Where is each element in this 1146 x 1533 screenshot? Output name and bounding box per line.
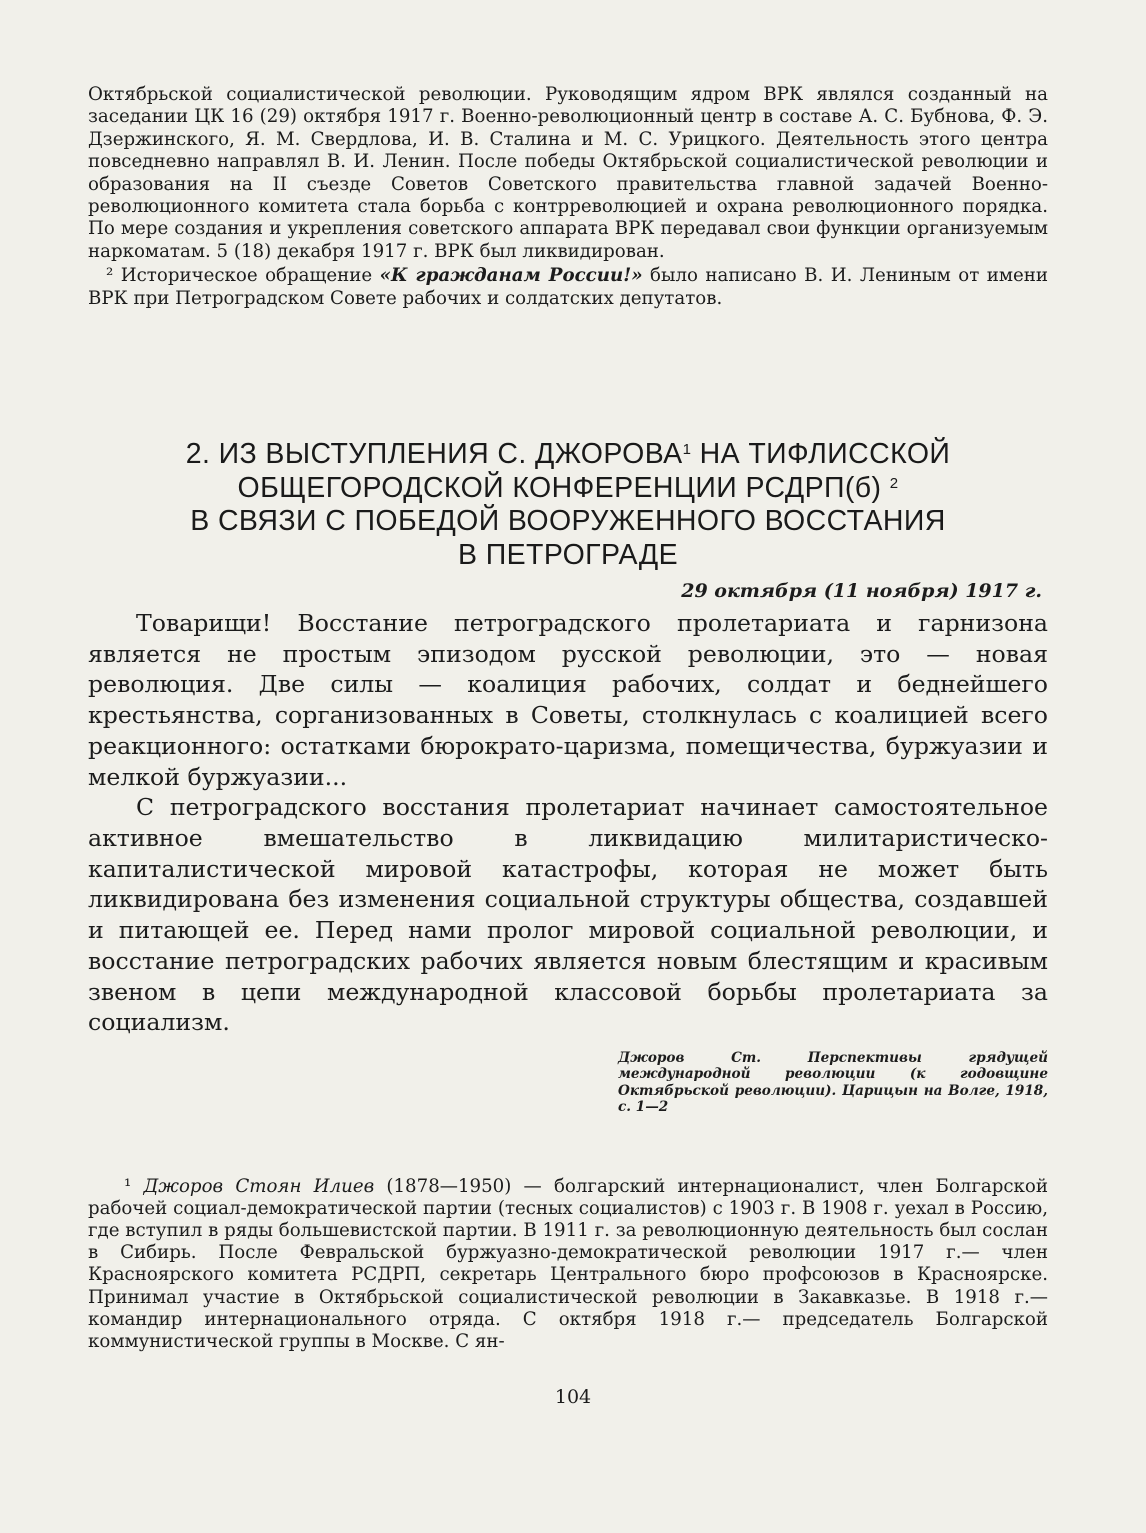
speech-paragraph-1: Товарищи! Восстание петроградского пролетариата и гарнизона является не простым эпизодом русской революции, это — новая революция. Две силы — коалиция рабочих, солдат и беднейшего крестьянства, сорганизованных в Советы, столкнулась с коалицией всего реакционного: остатками бюрократо-царизма, помещичества, буржуазии и мелкой буржуазии...: [88, 609, 1048, 791]
top-footnotes: [88, 84, 1048, 310]
section-heading: [88, 438, 1048, 572]
heading-line-4: В ПЕТРОГРАДЕ: [458, 538, 678, 571]
footnote-2-after: было написано В. И. Лениным от имени ВРК при Петроградском Совете рабочих и солдатских депутатов.: [88, 265, 1048, 309]
bottom-footnote: [88, 1176, 1048, 1354]
footnote-2: [88, 265, 1048, 310]
heading-line-1: [88, 438, 1048, 472]
speech-date: 29 октября (11 ноября) 1917 г.: [681, 580, 1042, 603]
footnote-2-before: Историческое обращение: [120, 265, 373, 287]
source-citation: Джоров Ст. Перспективы грядущей международной революции (к годовщине Октябрьской революции). Царицын на Волге, 1918, с. 1—2: [618, 1049, 1048, 1116]
heading-line-3: В СВЯЗИ С ПОБЕДОЙ ВООРУЖЕННОГО ВОССТАНИЯ: [190, 505, 946, 538]
heading-line-2: [88, 472, 1048, 506]
footnote-vrk-continuation: Октябрьской социалистической революции. Руководящим ядром ВРК являлся созданный на заседании ЦК 16 (29) октября 1917 г. Военно-революционный центр в составе А. С. Бубнова, Ф. Э. Дзержинского, Я. М. Свердлова, И. В. Сталина и М. С. Урицкого. Деятельность этого центра повседневно направлял В. И. Ленин. После победы Октябрьской социалистической революции и образования на II съезде Советов Советского правительства главной задачей Военно-революционного комитета стала борьба с контрреволюцией и охрана революционного порядка. По мере создания и укрепления советского аппарата ВРК передавал свои функции организуемым наркоматам. 5 (18) декабря 1917 г. ВРК был ликвидирован.: [88, 84, 1048, 262]
footnote-1-mark: ¹: [124, 1175, 132, 1197]
speech-body: [88, 608, 1048, 1038]
heading-line-1-b: НА ТИФЛИССКОЙ: [699, 438, 951, 471]
footnote-2-title: «К гражданам России!»: [379, 265, 643, 287]
footnote-1: [88, 1176, 1048, 1354]
heading-line-1-a: 2. ИЗ ВЫСТУПЛЕНИЯ С. ДЖОРОВА: [185, 438, 683, 471]
footnote-2-mark: ²: [106, 265, 114, 287]
page-number: 104: [554, 1386, 592, 1408]
heading-line-2-a: ОБЩЕГОРОДСКОЙ КОНФЕРЕНЦИИ РСДРП(б): [237, 471, 882, 504]
footnote-1-text: (1878—1950) — болгарский интернационалист, член Болгарской рабочей социал-демократической партии (тесных социалистов) с 1903 г. В 1908 г. уехал в Россию, где вступил в ряды большевистской партии. В 1911 г. за революционную деятельность был сослан в Сибирь. После Февральской буржуазно-демократической революции 1917 г.— член Красноярского комитета РСДРП, секретарь Центрального бюро профсоюзов в Красноярске. Принимал участие в Октябрьской социалистической революции в Закавказье. В 1918 г.— командир интернационального отряда. С октября 1918 г.— председатель Болгарской коммунистической группы в Москве. С ян-: [88, 1175, 1048, 1352]
page: [88, 84, 1048, 1353]
heading-footnote-ref-2: 2: [889, 474, 899, 492]
heading-footnote-ref-1: 1: [682, 441, 692, 459]
footnote-1-name: Джоров Стоян Илиев: [143, 1175, 375, 1197]
speech-paragraph-2: С петроградского восстания пролетариат начинает самостоятельное активное вмешательство в ликвидацию милитаристическо-капиталистической мировой катастрофы, которая не может быть ликвидирована без изменения социальной структуры общества, создавшей и питающей ее. Перед нами пролог мировой социальной революции, и восстание петроградских рабочих является новым блестящим и красивым звеном в цепи международной классовой борьбы пролетариата за социализм.: [88, 793, 1048, 1037]
